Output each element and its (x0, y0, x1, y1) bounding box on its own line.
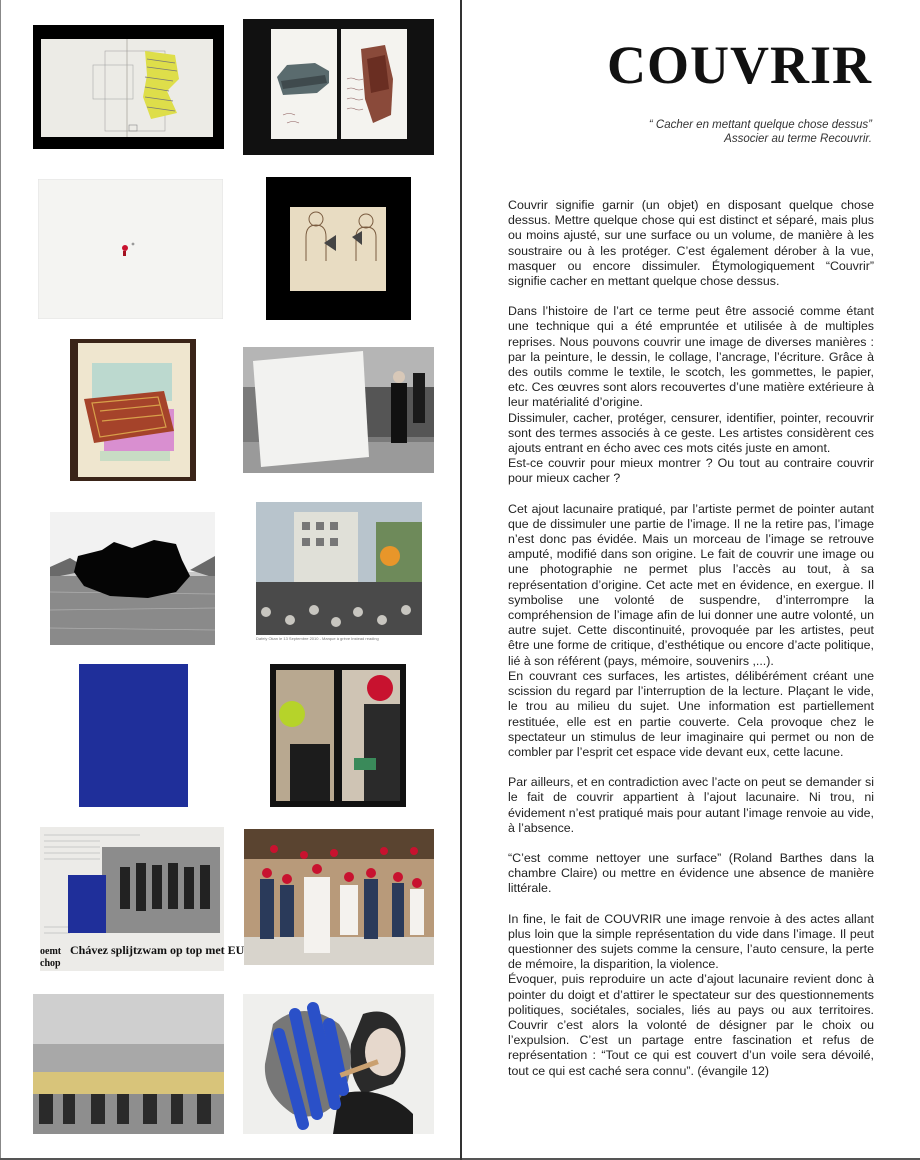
artwork-beach-yellow-bar (33, 994, 224, 1134)
artwork-crowd-dots-building (256, 502, 422, 635)
paragraph-art-history: Dans l’histoire de l’art ce terme peut être associé comme étant une technique qui a été empruntée et utilisée à de multiples reprises. Nous pouvons couvrir une image de diverses manières : par la peinture, le dessin, le collage, l’ancrage, l’écriture. Grâce à des outils comme le textile, le scotch, les gommettes, le papier, etc. Ces œuvres sont alors recouvertes d’une matière extérieure à leur matérialité d’origine. (508, 304, 874, 410)
artwork-woman-blue-paint (243, 994, 434, 1134)
essay-body (508, 198, 874, 1079)
newspaper-side-text-bottom: chop (40, 958, 61, 969)
paragraph-scission: En couvrant ces surfaces, les artistes, délibérément créant une scission du regard par l’interruption de la lecture. Plaçant le vide, le trou au milieu du sujet. Une information est partiellement restituée, elle est en partie couverte. Cela provoque chez le spectateur un stimulus de leur imaginaire qui permet ou non de combler par l’esprit cet espace vide devant eux, cette lacune. (508, 668, 874, 759)
paragraph-question: Est-ce couvrir pour mieux montrer ? Ou tout au contraire couvrir pour mieux cacher ? (508, 456, 874, 486)
photo-caption: Dafeiy Okan le 13 Septembre 2010 - Marque à grève Instead reading (256, 636, 379, 641)
paragraph-lacunary-addition: Cet ajout lacunaire pratiqué, par l’artiste permet de pointer autant que de dissimuler une partie de l’image. Il ne la retire pas, l’image n’est donc pas évidée. Mais un morceau de l’image se retrouve amputé, modifié dans son origine. Le fait de couvrir une image ou une photographie ne permet plus l’accès au tout, à sa représentation d’origine. Cet acte met en évidence, en exergue. Il symbolise une volonté de suspendre, d’interrompre la compréhension de l’image afin de lui donner une autre volonté, un autre sujet. Cette discontinuité, provoquée par les artistes, peut être une forme de critique, d’esthétique ou encore d’acte politique, lié à son référent (pays, mémoire, souvenirs ,...). (508, 501, 874, 668)
column-divider (460, 0, 462, 1160)
artwork-wedding-red-faces (244, 829, 434, 965)
paragraph-definition: Couvrir signifie garnir (un objet) en disposant quelque chose dessus. Mettre quelque chose qui est distinct et séparé, mais plus ou moins ajusté, sur une surface ou un volume, de manière à les soustraire ou à les protéger. C’est également dérober à la vue, masquer ou encore dissimuler. Étymologiquement “Couvrir” signifie cacher en mettant quelque chose dessus. (508, 198, 874, 289)
paragraph-associated-terms: Dissimuler, cacher, protéger, censurer, identifier, pointer, recouvrir sont des termes associés à ce geste. Les artistes considèrent ces ajouts entrant en écho avec ces mots cités juste en amont. (508, 410, 874, 456)
definition-quote (649, 118, 872, 146)
newspaper-headline: Chávez splijtzwam op top met EU (70, 943, 245, 957)
paragraph-contradiction: Par ailleurs, et en contradiction avec l’acte on peut se demander si le fait de couvrir appartient à l’ajout lacunaire. Ni trou, ni évidement n’est pratiqué mais pour autant l’image renvoie au vide, à l’absence. (508, 775, 874, 835)
page-border-left (0, 0, 1, 1160)
artwork-klein-blue-monochrome (79, 664, 188, 807)
artwork-blacked-out-ship (50, 512, 215, 645)
quote-line-2: Associer au terme Recouvrir. (724, 133, 872, 145)
paragraph-barthes-quote: “C’est comme nettoyer une surface” (Roland Barthes dans la chambre Claire) ou mettre en évidence une absence de manière littérale. (508, 850, 874, 896)
quote-line-1: “ Cacher en mettant quelque chose dessus” (648, 119, 872, 131)
paragraph-conclusion: Évoquer, puis reproduire un acte d’ajout lacunaire revient donc à pointer du doigt et d’attirer le spectateur sur des questionnements politiques, sociétales, sociales, liés au pays ou aux territoires. Couvrir c’est alors la volonté de désigner par le choix ou l’expulsion. C’est un partage entre fascination et refus de représentation : “Tout ce qui est couvert d’un voile sera dévoilé, tout ce qui est caché sera connu”. (évangile 12) (508, 972, 874, 1078)
page-title: COUVRIR (606, 35, 872, 95)
artwork-sketchbook-collage (33, 25, 224, 149)
artwork-target-silhouettes (266, 177, 411, 320)
newspaper-side-text-top: oemt (40, 946, 62, 957)
artwork-white-page-red-dot (38, 179, 223, 319)
paragraph-in-fine: In fine, le fait de COUVRIR une image renvoie à des actes allant plus loin que la simple représentation du vide dans l’image. Il peut questionner des sujets comme la censure, l’auto censure, la perte de mémoire, la disparition, la violence. (508, 911, 874, 972)
artwork-diptych-colored-dots (270, 664, 406, 807)
artwork-carpet-collage-book (70, 339, 196, 481)
artwork-white-panel-photo (243, 347, 434, 473)
artwork-cars-on-paper (243, 19, 434, 155)
